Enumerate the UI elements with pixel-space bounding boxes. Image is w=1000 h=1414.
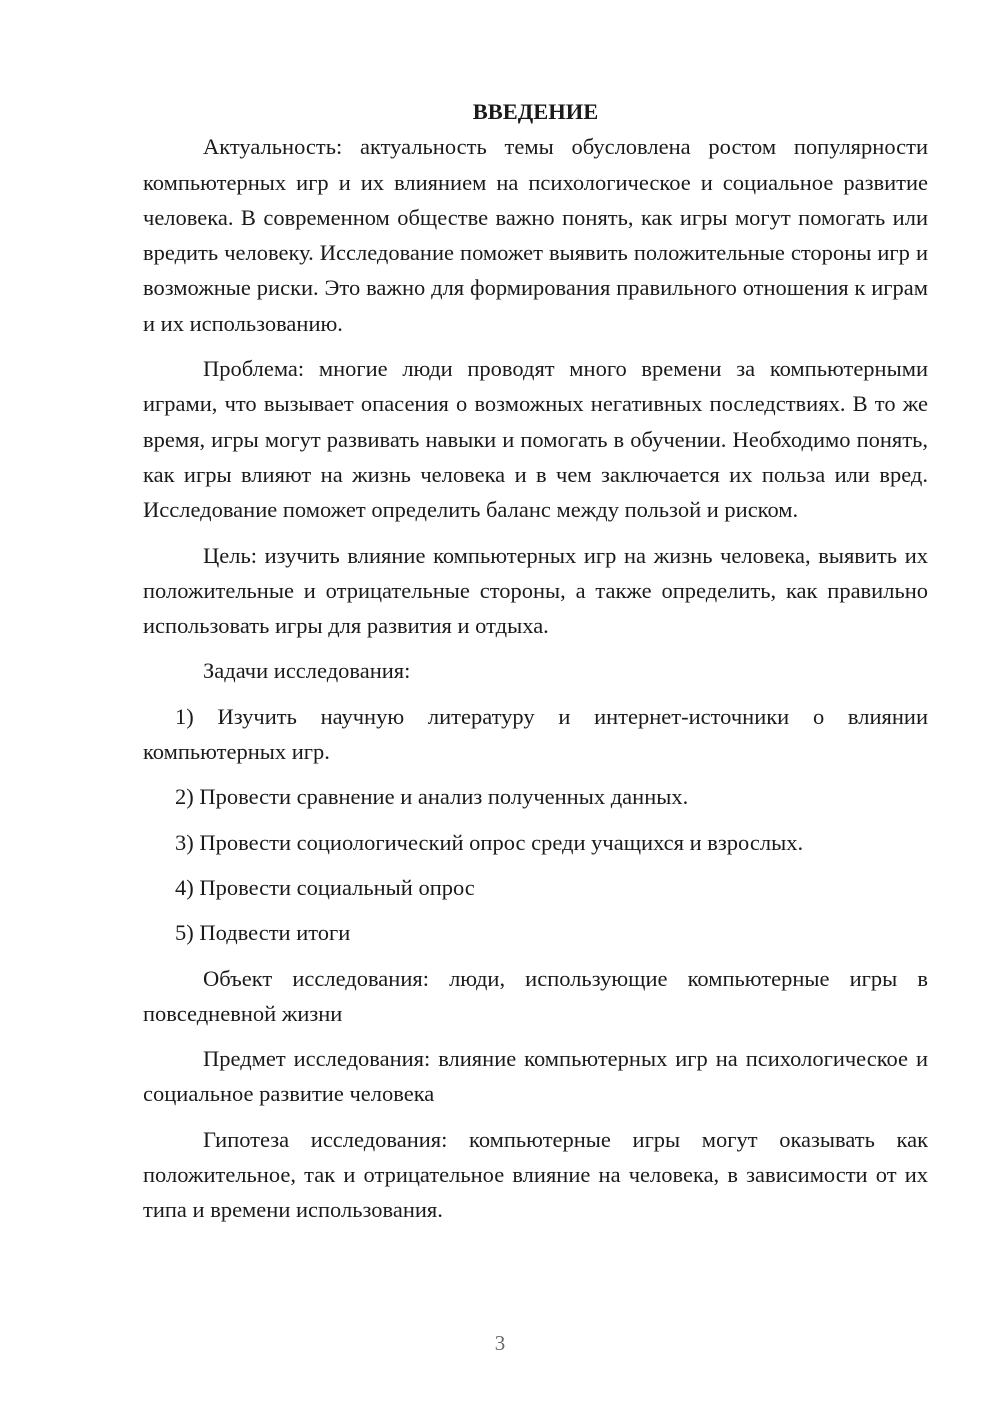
- document-body: [143, 94, 928, 1228]
- paragraph-relevance: Актуальность: актуальность темы обусловлена ростом популярности компьютерных игр и их влиянием на психологическое и социальное развитие человека. В современном обществе важно понять, как игры могут помогать или вредить человеку. Исследование поможет выявить положительные стороны игр и возможные риски. Это важно для формирования правильного отношения к играм и их использованию.: [143, 134, 928, 336]
- paragraph-problem: Проблема: многие люди проводят много времени за компьютерными играми, что вызывает опасения о возможных негативных последствиях. В то же время, игры могут развивать навыки и помогать в обучении. Необходимо понять, как игры влияют на жизнь человека и в чем заключается их польза или вред. Исследование поможет определить баланс между пользой и риском.: [143, 356, 928, 523]
- tasks-heading: Задачи исследования:: [203, 658, 411, 684]
- paragraph-hypothesis: Гипотеза исследования: компьютерные игры могут оказывать как положительное, так и отрицательное влияние на человека, в зависимости от их типа и времени использования.: [143, 1126, 928, 1223]
- paragraph-goal: Цель: изучить влияние компьютерных игр на жизнь человека, выявить их положительные и отрицательные стороны, а также определить, как правильно использовать игры для развития и отдыха.: [143, 542, 928, 639]
- paragraph-object: Объект исследования: люди, использующие компьютерные игры в повседневной жизни: [143, 965, 928, 1026]
- task-item-3: 3) Провести социологический опрос среди учащихся и взрослых.: [175, 829, 804, 855]
- task-item-4: 4) Провести социальный опрос: [175, 874, 475, 900]
- section-title: ВВЕДЕНИЕ: [472, 99, 599, 124]
- paragraph-subject: Предмет исследования: влияние компьютерных игр на психологическое и социальное развитие человека: [143, 1046, 928, 1107]
- task-item-5: 5) Подвести итоги: [175, 920, 351, 946]
- task-item-2: 2) Провести сравнение и анализ полученных данных.: [175, 784, 689, 810]
- page-number: 3: [494, 1331, 506, 1355]
- task-item-1: 1) Изучить научную литературу и интернет-источники о влиянии компьютерных игр.: [143, 703, 928, 765]
